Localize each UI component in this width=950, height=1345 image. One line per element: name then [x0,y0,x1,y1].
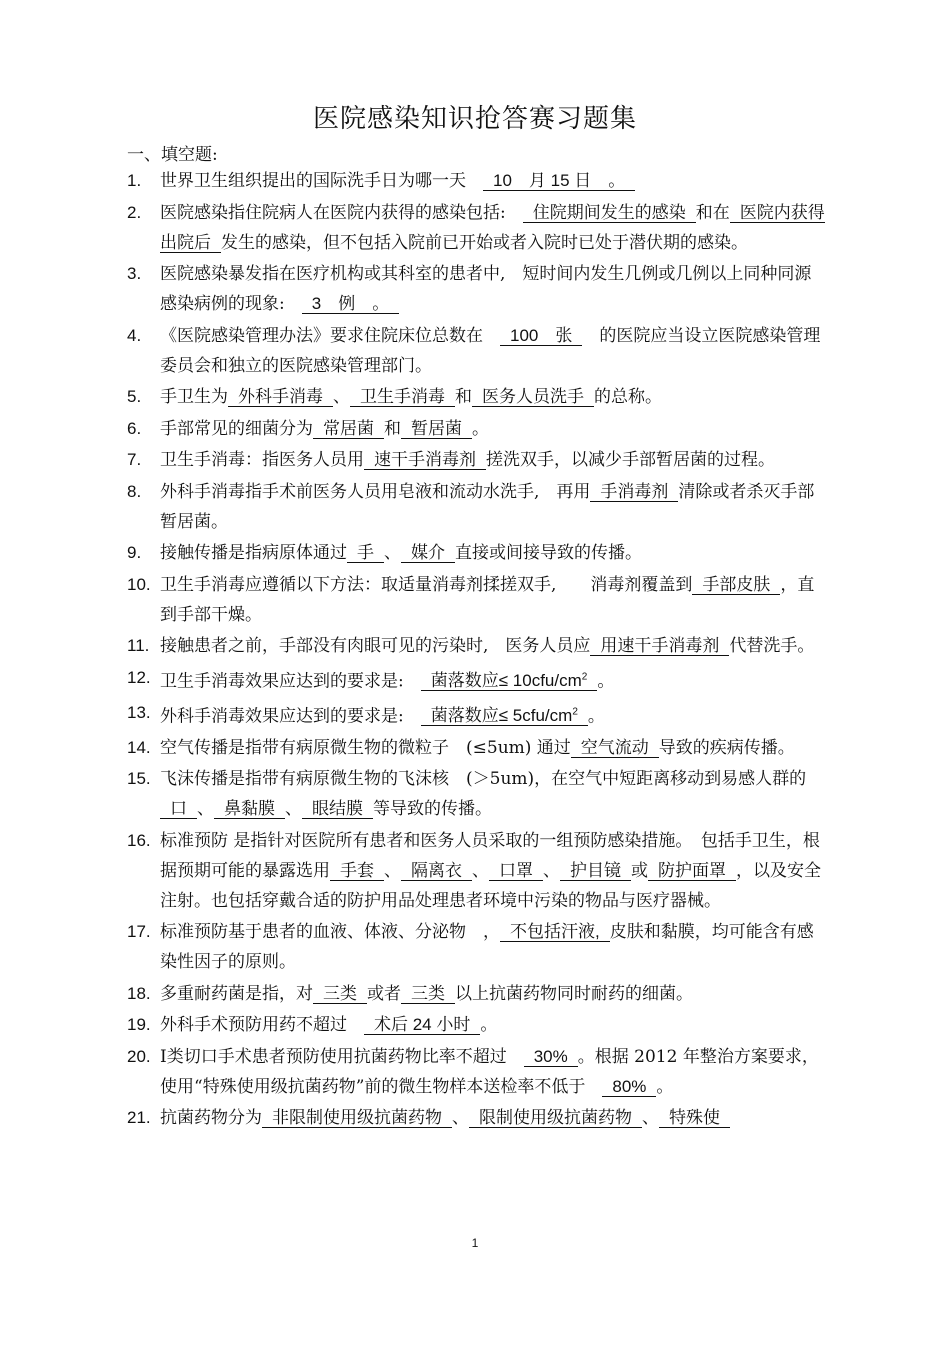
answer-blank: 限制使用级抗菌药物 [469,1108,642,1128]
question-item: 16. 标准预防 是指针对医院所有患者和医务人员采取的一组预防感染措施。 包括手卫生，根据预期可能的暴露选用 手套 、 隔离衣 、 口罩 、 护目镜 或 防护面罩 ，以及安全注射。也包括穿戴合适的防护用品处理患者环境中污染的物品与医疗器械。 [127,830,821,911]
question-item: 14. 空气传播是指带有病原微生物的微粒子 (≤5um) 通过 空气流动 导致的疾病传播。 [127,737,795,758]
answer-blank: 80% [602,1077,656,1097]
answer-blank: 三类 [401,984,455,1004]
answer-blank: 3 例 。 [302,294,399,314]
answer-blank: 速干手消毒剂 [364,450,486,470]
question-item: 6. 手部常见的细菌分为 常居菌 和 暂居菌 。 [127,418,489,439]
answer-blank: 术后 24 小时 [364,1015,480,1035]
answer-blank: 手消毒剂 [590,482,678,502]
answer-blank: 手套 [330,861,384,881]
question-item: 8. 外科手消毒指手术前医务人员用皂液和流动水洗手, 再用 手消毒剂 清除或者杀灭手部暂居菌。 [127,481,815,532]
question-item: 18. 多重耐药菌是指，对 三类 或者 三类 以上抗菌药物同时耐药的细菌。 [127,983,693,1004]
answer-blank: 医务人员洗手 [472,387,594,407]
answer-blank: 30% [524,1047,578,1067]
answer-blank: 100 张 [500,326,582,346]
answer-blank: 常居菌 [313,419,384,439]
answer-blank: 10 月 15 日 。 [483,171,635,191]
answer-blank: 卫生手消毒 [350,387,455,407]
answer-blank: 媒介 [401,543,455,563]
question-item: 5. 手卫生为 外科手消毒 、 卫生手消毒 和 医务人员洗手 的总称。 [127,387,662,407]
answer-blank: 鼻黏膜 [214,799,285,819]
answer-blank: 手部皮肤 [692,575,780,595]
answer-blank: 手 [347,543,384,563]
question-item: 9. 接触传播是指病原体通过 手 、 媒介 直接或间接导致的传播。 [127,543,642,563]
question-item: 15. 飞沫传播是指带有病原微生物的飞沫核 (＞5um)，在空气中短距离移动到易感人群的口 、 鼻黏膜 、 眼结膜 等导致的传播。 [127,769,807,820]
answer-blank: 菌落数应≤ $10cfu/cm^2$ [421,671,598,691]
answer-blank: 三类 [313,984,367,1004]
question-item: 3. 医院感染暴发指在医疗机构或其科室的患者中, 短时间内发生几例或几例以上同种同源感染病例的现象: 3 例 。 [127,264,812,314]
question-item: 2. 医院感染指住院病人在医院内获得的感染包括: 住院期间发生的感染 和在 医院内获得出院后 发生的感染，但不包括入院前已开始或者入院时已处于潜伏期的感染。 [127,202,825,253]
question-item: 19. 外科手术预防用药不超过 术后 24 小时 。 [127,1015,498,1036]
question-list [127,166,827,1135]
question-item: 10. 卫生手消毒应遵循以下方法：取适量消毒剂揉搓双手, 消毒剂覆盖到 手部皮肤 ，直到手部干燥。 [127,574,815,625]
answer-blank: 护目镜 [560,861,631,881]
question-item: 1. 世界卫生组织提出的国际洗手日为哪一天 10 月 15 日 。 [127,166,827,196]
section-heading: 一、填空题: [127,145,218,165]
question-item: 12. 卫生手消毒效果应达到的要求是: 菌落数应≤ $10cfu/cm^2$ 。 [127,667,615,692]
answer-blank: 用速干手消毒剂 [590,636,729,656]
answer-blank: 隔离衣 [401,861,472,881]
question-item: 13. 外科手消毒效果应达到的要求是: 菌落数应≤ $5cfu/cm^2$ 。 [127,702,605,727]
answer-blank: 菌落数应≤ $5cfu/cm^2$ [421,706,588,726]
answer-blank: 口罩 [489,861,543,881]
question-item: 20. Ⅰ类切口手术患者预防使用抗菌药物比率不超过 30% 。根据 2012 年整治方案要求，使用“特殊使用级抗菌药物”前的微生物样本送检率不低于 80% 。 [127,1046,819,1097]
answer-blank: 暂居菌 [401,419,472,439]
document-title: 医院感染知识抢答赛习题集 [312,104,637,134]
question-item: 21. 抗菌药物分为 非限制使用级抗菌药物 、 限制使用级抗菌药物 、 特殊使 [127,1103,827,1133]
question-item: 11. 接触患者之前，手部没有肉眼可见的污染时, 医务人员应 用速干手消毒剂 代替洗手。 [127,636,815,656]
answer-blank: 非限制使用级抗菌药物 [262,1108,452,1128]
answer-blank: 外科手消毒 [228,387,333,407]
answer-blank: 不包括汗液, [500,922,610,942]
answer-blank: 眼结膜 [302,799,373,819]
question-item: 4. 《医院感染管理办法》要求住院床位总数在 100 张 的医院应当设立医院感染管理委员会和独立的医院感染管理部门。 [127,325,821,376]
answer-blank: 口 [160,799,197,819]
page-number: 1 [471,1236,479,1250]
answer-blank: 医院内获得出院后 [160,202,825,252]
question-item: 7. 卫生手消毒：指医务人员用 速干手消毒剂 搓洗双手，以减少手部暂居菌的过程。 [127,450,775,470]
answer-blank: 空气流动 [571,738,659,758]
question-item: 17. 标准预防基于患者的血液、体液、分泌物 ， 不包括汗液, 皮肤和黏膜，均可能含有感染性因子的原则。 [127,922,814,973]
answer-blank: 防护面罩 [648,861,736,881]
answer-blank: 特殊使 [659,1108,730,1128]
answer-blank: 住院期间发生的感染 [523,203,696,223]
